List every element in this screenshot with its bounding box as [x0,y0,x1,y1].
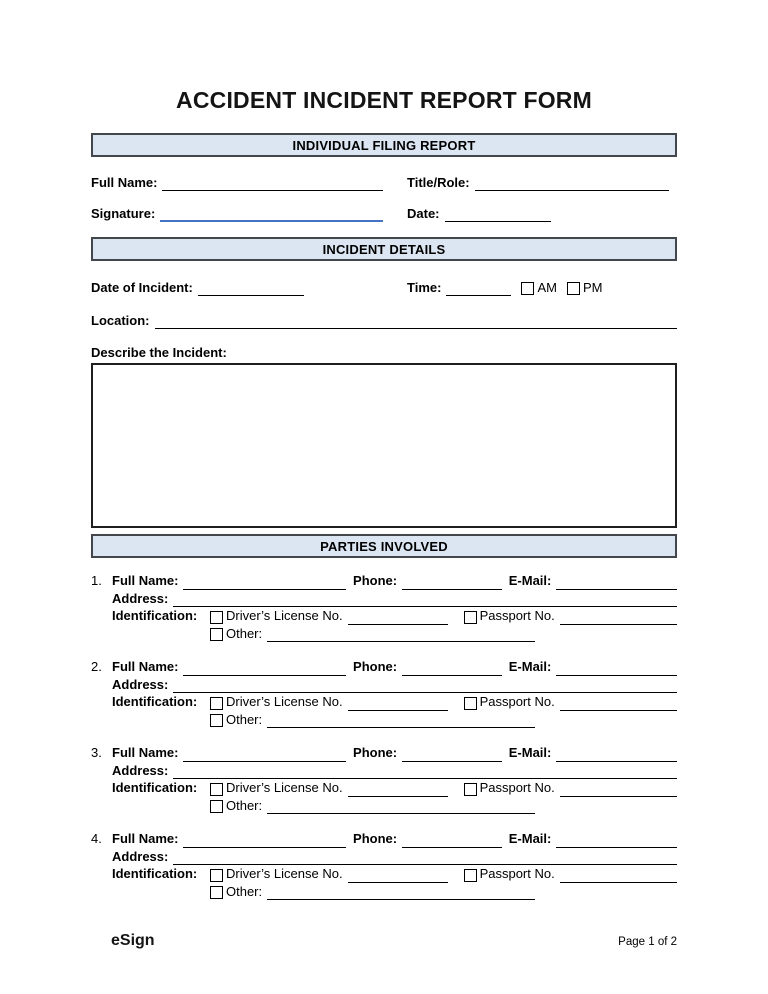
passport-label: Passport No. [479,866,555,881]
party-identification-label: Identification: [112,866,198,881]
time-field[interactable] [446,281,511,296]
passport-checkbox[interactable] [464,783,477,796]
other-id-field[interactable] [267,627,535,642]
other-id-field[interactable] [267,713,535,728]
party-phone-field[interactable] [402,661,502,676]
party-email-field[interactable] [556,661,677,676]
party-email-field[interactable] [556,575,677,590]
drivers-license-label: Driver’s License No. [226,694,343,709]
party-phone-field[interactable] [402,833,502,848]
drivers-license-number-field[interactable] [348,868,448,883]
party-address-label: Address: [112,848,169,864]
party-email-label: E-Mail: [508,659,552,674]
party-full-name-field[interactable] [183,833,346,848]
party-phone-label: Phone: [353,573,398,588]
section-header-label: PARTIES INVOLVED [320,538,448,554]
other-label: Other: [226,711,263,727]
party-email-field[interactable] [556,747,677,762]
passport-number-field[interactable] [560,868,677,883]
pm-checkbox[interactable] [567,282,580,295]
party-phone-label: Phone: [353,659,398,674]
other-label: Other: [226,883,263,899]
passport-label: Passport No. [479,608,555,623]
other-id-field[interactable] [267,799,535,814]
drivers-license-number-field[interactable] [348,782,448,797]
time-label: Time: [407,280,442,295]
drivers-license-number-field[interactable] [348,696,448,711]
date-field[interactable] [445,207,551,222]
party-address-field[interactable] [173,592,677,607]
section-header-label: INCIDENT DETAILS [322,241,446,257]
party-full-name-label: Full Name: [112,659,179,674]
other-checkbox[interactable] [210,886,223,899]
party-identification-label: Identification: [112,780,198,795]
drivers-license-number-field[interactable] [348,610,448,625]
party-address-label: Address: [112,676,169,692]
other-checkbox[interactable] [210,714,223,727]
party-address-field[interactable] [173,678,677,693]
party-identification-label: Identification: [112,608,198,623]
party-email-label: E-Mail: [508,573,552,588]
passport-label: Passport No. [479,694,555,709]
describe-incident-label: Describe the Incident: [91,345,227,360]
party-number: 3. [91,745,102,760]
date-of-incident-field[interactable] [198,281,304,296]
other-label: Other: [226,625,263,641]
party-email-label: E-Mail: [508,831,552,846]
party-entry [91,744,677,814]
passport-number-field[interactable] [560,782,677,797]
page-footer [91,932,677,950]
am-label: AM [537,280,557,295]
drivers-license-checkbox[interactable] [210,869,223,882]
section-header-individual-filing [91,133,677,157]
drivers-license-label: Driver’s License No. [226,866,343,881]
am-checkbox[interactable] [521,282,534,295]
passport-checkbox[interactable] [464,611,477,624]
page-number: Page 1 of 2 [618,936,677,948]
location-field[interactable] [155,314,678,329]
party-phone-field[interactable] [402,575,502,590]
drivers-license-checkbox[interactable] [210,611,223,624]
drivers-license-checkbox[interactable] [210,697,223,710]
party-full-name-field[interactable] [183,747,346,762]
party-address-label: Address: [112,762,169,778]
date-of-incident-label: Date of Incident: [91,280,193,295]
party-full-name-label: Full Name: [112,573,179,588]
incident-description-box[interactable] [91,363,677,528]
drivers-license-label: Driver’s License No. [226,608,343,623]
signature-field[interactable] [160,207,383,222]
section-header-incident-details [91,237,677,261]
passport-label: Passport No. [479,780,555,795]
party-address-label: Address: [112,590,169,606]
party-address-field[interactable] [173,764,677,779]
section-header-label: INDIVIDUAL FILING REPORT [292,137,476,153]
pm-label: PM [582,280,603,295]
other-id-field[interactable] [267,885,535,900]
drivers-license-checkbox[interactable] [210,783,223,796]
page-title: ACCIDENT INCIDENT REPORT FORM [176,87,592,113]
party-email-label: E-Mail: [508,745,552,760]
party-number: 1. [91,573,102,588]
party-full-name-label: Full Name: [112,745,179,760]
other-checkbox[interactable] [210,800,223,813]
party-entry [91,830,677,900]
passport-checkbox[interactable] [464,697,477,710]
party-number: 2. [91,659,102,674]
title-role-label: Title/Role: [407,175,470,190]
party-entry [91,658,677,728]
party-full-name-label: Full Name: [112,831,179,846]
other-label: Other: [226,797,263,813]
passport-number-field[interactable] [560,696,677,711]
other-checkbox[interactable] [210,628,223,641]
party-full-name-field[interactable] [183,575,346,590]
title-role-field[interactable] [475,176,669,191]
party-full-name-field[interactable] [183,661,346,676]
party-entry [91,572,677,642]
full-name-field[interactable] [162,176,383,191]
party-phone-label: Phone: [353,831,398,846]
drivers-license-label: Driver’s License No. [226,780,343,795]
party-identification-label: Identification: [112,694,198,709]
esign-logo: eSign [111,932,155,949]
passport-number-field[interactable] [560,610,677,625]
party-number: 4. [91,831,102,846]
party-email-field[interactable] [556,833,677,848]
date-label: Date: [407,206,440,221]
passport-checkbox[interactable] [464,869,477,882]
party-phone-field[interactable] [402,747,502,762]
location-label: Location: [91,313,150,328]
party-address-field[interactable] [173,850,677,865]
full-name-label: Full Name: [91,175,158,190]
section-header-parties-involved [91,534,677,558]
parties-list [91,572,677,900]
form-page [91,0,677,900]
party-phone-label: Phone: [353,745,398,760]
signature-label: Signature: [91,206,156,221]
